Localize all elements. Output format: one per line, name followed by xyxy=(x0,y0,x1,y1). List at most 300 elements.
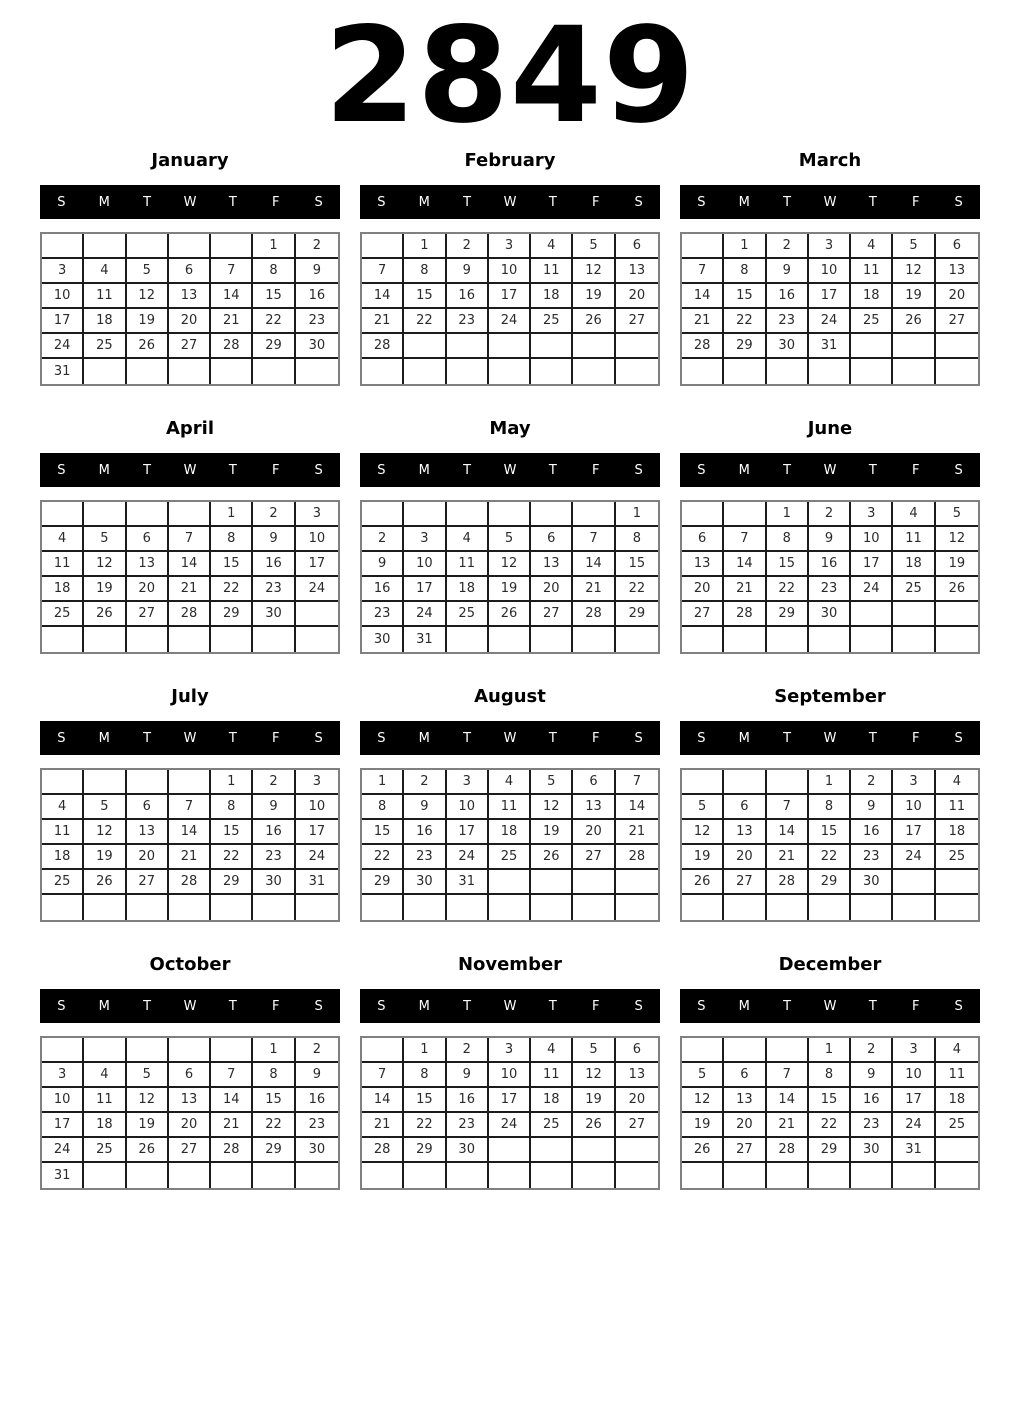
week-row xyxy=(682,527,978,552)
weekday-cell: F xyxy=(271,730,280,746)
day-cell: 11 xyxy=(84,284,126,309)
weekday-cell: S xyxy=(377,194,386,210)
weekday-header xyxy=(680,721,980,755)
day-cell: 18 xyxy=(936,1088,978,1113)
day-cell: 31 xyxy=(447,870,489,895)
day-cell: 28 xyxy=(724,602,766,627)
weekday-cell: F xyxy=(591,730,600,746)
day-cell: 17 xyxy=(489,284,531,309)
day-cell: 9 xyxy=(767,259,809,284)
day-grid xyxy=(360,1036,660,1190)
weekday-cell: S xyxy=(954,998,963,1014)
day-cell: 9 xyxy=(296,1063,338,1088)
day-cell: 21 xyxy=(169,577,211,602)
day-cell: 7 xyxy=(362,1063,404,1088)
week-row xyxy=(362,1163,658,1188)
day-cell: 26 xyxy=(573,309,615,334)
empty-day-cell xyxy=(724,1163,766,1188)
week-row xyxy=(362,770,658,795)
day-cell: 22 xyxy=(767,577,809,602)
day-cell: 18 xyxy=(42,845,84,870)
day-cell: 7 xyxy=(362,259,404,284)
day-cell: 28 xyxy=(169,602,211,627)
week-row xyxy=(362,527,658,552)
week-row xyxy=(362,284,658,309)
weekday-cell: W xyxy=(823,998,837,1014)
day-cell: 3 xyxy=(893,770,935,795)
day-cell: 17 xyxy=(42,309,84,334)
day-cell: 20 xyxy=(724,845,766,870)
day-cell: 15 xyxy=(616,552,658,577)
empty-day-cell xyxy=(169,234,211,259)
day-cell: 19 xyxy=(682,1113,724,1138)
day-cell: 26 xyxy=(84,602,126,627)
day-cell: 28 xyxy=(767,1138,809,1163)
week-row xyxy=(362,602,658,627)
week-row xyxy=(42,820,338,845)
weekday-cell: F xyxy=(271,194,280,210)
day-cell: 4 xyxy=(936,1038,978,1063)
weekday-cell: S xyxy=(57,730,66,746)
day-cell: 18 xyxy=(851,284,893,309)
weekday-cell: T xyxy=(463,462,472,478)
day-cell: 13 xyxy=(724,820,766,845)
empty-day-cell xyxy=(211,895,253,920)
day-grid xyxy=(40,500,340,654)
month xyxy=(680,948,980,1190)
day-cell: 13 xyxy=(616,1063,658,1088)
weekday-header xyxy=(680,185,980,219)
day-cell: 11 xyxy=(851,259,893,284)
day-cell: 24 xyxy=(42,1138,84,1163)
week-row xyxy=(362,552,658,577)
day-cell: 17 xyxy=(489,1088,531,1113)
weekday-cell: W xyxy=(503,462,517,478)
day-cell: 24 xyxy=(809,309,851,334)
day-cell: 14 xyxy=(211,284,253,309)
month-title: June xyxy=(807,418,853,439)
day-cell: 4 xyxy=(84,1063,126,1088)
week-row xyxy=(42,552,338,577)
day-cell: 6 xyxy=(127,527,169,552)
day-cell: 16 xyxy=(447,284,489,309)
day-cell: 15 xyxy=(724,284,766,309)
day-cell: 2 xyxy=(809,502,851,527)
day-cell: 24 xyxy=(489,309,531,334)
day-cell: 14 xyxy=(211,1088,253,1113)
day-cell: 4 xyxy=(531,1038,573,1063)
day-cell: 6 xyxy=(169,259,211,284)
day-cell: 26 xyxy=(489,602,531,627)
day-grid xyxy=(680,1036,980,1190)
week-row xyxy=(362,1113,658,1138)
empty-day-cell xyxy=(211,1163,253,1188)
day-cell: 25 xyxy=(936,845,978,870)
day-cell: 9 xyxy=(296,259,338,284)
day-cell: 17 xyxy=(42,1113,84,1138)
empty-day-cell xyxy=(724,1038,766,1063)
month-title: July xyxy=(171,686,209,707)
day-cell: 13 xyxy=(169,284,211,309)
day-cell: 1 xyxy=(404,1038,446,1063)
weekday-header xyxy=(360,989,660,1023)
weekday-cell: T xyxy=(868,730,877,746)
day-cell: 12 xyxy=(682,1088,724,1113)
empty-day-cell xyxy=(404,1163,446,1188)
day-cell: 27 xyxy=(616,309,658,334)
day-cell: 29 xyxy=(211,870,253,895)
week-row xyxy=(682,1063,978,1088)
empty-day-cell xyxy=(127,1163,169,1188)
day-cell: 19 xyxy=(127,309,169,334)
day-cell: 19 xyxy=(127,1113,169,1138)
day-cell: 8 xyxy=(362,795,404,820)
day-cell: 3 xyxy=(809,234,851,259)
month-title: August xyxy=(474,686,546,707)
empty-day-cell xyxy=(296,602,338,627)
day-cell: 3 xyxy=(851,502,893,527)
day-cell: 18 xyxy=(84,309,126,334)
empty-day-cell xyxy=(404,359,446,384)
day-cell: 6 xyxy=(616,1038,658,1063)
day-cell: 23 xyxy=(809,577,851,602)
week-row xyxy=(42,770,338,795)
weekday-cell: S xyxy=(697,998,706,1014)
empty-day-cell xyxy=(724,359,766,384)
weekday-cell: T xyxy=(228,194,237,210)
empty-day-cell xyxy=(42,895,84,920)
day-cell: 26 xyxy=(531,845,573,870)
day-cell: 12 xyxy=(531,795,573,820)
empty-day-cell xyxy=(767,1038,809,1063)
day-cell: 14 xyxy=(724,552,766,577)
weekday-cell: S xyxy=(697,730,706,746)
day-cell: 8 xyxy=(253,259,295,284)
week-row xyxy=(682,284,978,309)
weekday-cell: W xyxy=(503,194,517,210)
weekday-cell: M xyxy=(98,998,110,1014)
day-cell: 16 xyxy=(447,1088,489,1113)
day-cell: 20 xyxy=(169,1113,211,1138)
week-row xyxy=(42,259,338,284)
year-title: 2849 xyxy=(324,0,696,153)
weekday-cell: W xyxy=(183,998,197,1014)
month-title: January xyxy=(151,150,229,171)
empty-day-cell xyxy=(127,502,169,527)
day-cell: 10 xyxy=(404,552,446,577)
day-cell: 8 xyxy=(253,1063,295,1088)
day-cell: 10 xyxy=(42,284,84,309)
weekday-cell: S xyxy=(634,462,643,478)
day-cell: 30 xyxy=(362,627,404,652)
day-cell: 14 xyxy=(573,552,615,577)
weekday-cell: M xyxy=(418,194,430,210)
empty-day-cell xyxy=(573,627,615,652)
week-row xyxy=(682,577,978,602)
week-row xyxy=(362,1138,658,1163)
empty-day-cell xyxy=(682,1163,724,1188)
day-cell: 24 xyxy=(893,1113,935,1138)
day-cell: 4 xyxy=(936,770,978,795)
week-row xyxy=(682,334,978,359)
empty-day-cell xyxy=(936,895,978,920)
day-cell: 28 xyxy=(362,1138,404,1163)
day-cell: 27 xyxy=(127,870,169,895)
day-cell: 30 xyxy=(253,602,295,627)
day-cell: 7 xyxy=(211,1063,253,1088)
empty-day-cell xyxy=(809,895,851,920)
empty-day-cell xyxy=(573,1163,615,1188)
day-cell: 13 xyxy=(936,259,978,284)
day-cell: 15 xyxy=(211,820,253,845)
empty-day-cell xyxy=(851,334,893,359)
empty-day-cell xyxy=(211,1038,253,1063)
day-cell: 3 xyxy=(42,259,84,284)
day-cell: 5 xyxy=(573,234,615,259)
day-cell: 30 xyxy=(851,870,893,895)
empty-day-cell xyxy=(851,602,893,627)
week-row xyxy=(682,359,978,384)
week-row xyxy=(682,1038,978,1063)
empty-day-cell xyxy=(531,895,573,920)
empty-day-cell xyxy=(851,627,893,652)
empty-day-cell xyxy=(573,870,615,895)
day-cell: 28 xyxy=(573,602,615,627)
day-cell: 4 xyxy=(489,770,531,795)
day-cell: 8 xyxy=(404,259,446,284)
day-cell: 29 xyxy=(362,870,404,895)
empty-day-cell xyxy=(531,1138,573,1163)
day-cell: 20 xyxy=(127,577,169,602)
empty-day-cell xyxy=(84,895,126,920)
day-cell: 1 xyxy=(767,502,809,527)
empty-day-cell xyxy=(936,1138,978,1163)
empty-day-cell xyxy=(42,627,84,652)
empty-day-cell xyxy=(489,359,531,384)
day-cell: 5 xyxy=(489,527,531,552)
day-cell: 29 xyxy=(616,602,658,627)
day-cell: 3 xyxy=(489,1038,531,1063)
day-cell: 27 xyxy=(169,1138,211,1163)
month xyxy=(680,412,980,654)
month xyxy=(40,948,340,1190)
day-cell: 28 xyxy=(211,334,253,359)
day-cell: 2 xyxy=(296,1038,338,1063)
week-row xyxy=(362,234,658,259)
week-row xyxy=(682,820,978,845)
day-cell: 3 xyxy=(489,234,531,259)
day-cell: 3 xyxy=(42,1063,84,1088)
day-cell: 8 xyxy=(724,259,766,284)
day-cell: 22 xyxy=(404,309,446,334)
day-cell: 31 xyxy=(296,870,338,895)
day-cell: 5 xyxy=(84,795,126,820)
day-cell: 9 xyxy=(447,1063,489,1088)
day-cell: 2 xyxy=(447,234,489,259)
empty-day-cell xyxy=(936,1163,978,1188)
empty-day-cell xyxy=(767,627,809,652)
weekday-cell: S xyxy=(697,462,706,478)
empty-day-cell xyxy=(447,502,489,527)
day-cell: 4 xyxy=(42,527,84,552)
day-cell: 7 xyxy=(169,527,211,552)
day-cell: 2 xyxy=(851,770,893,795)
weekday-header xyxy=(360,721,660,755)
day-cell: 2 xyxy=(767,234,809,259)
day-cell: 23 xyxy=(253,577,295,602)
week-row xyxy=(362,627,658,652)
week-row xyxy=(682,234,978,259)
day-cell: 23 xyxy=(447,309,489,334)
empty-day-cell xyxy=(404,334,446,359)
empty-day-cell xyxy=(211,359,253,384)
day-cell: 21 xyxy=(767,1113,809,1138)
day-cell: 19 xyxy=(682,845,724,870)
week-row xyxy=(362,502,658,527)
day-cell: 12 xyxy=(84,820,126,845)
weekday-cell: T xyxy=(548,462,557,478)
day-cell: 24 xyxy=(296,845,338,870)
weekday-header xyxy=(680,989,980,1023)
weekday-cell: W xyxy=(823,194,837,210)
day-cell: 7 xyxy=(767,1063,809,1088)
day-cell: 18 xyxy=(531,284,573,309)
empty-day-cell xyxy=(169,1163,211,1188)
day-cell: 22 xyxy=(809,845,851,870)
day-cell: 15 xyxy=(253,284,295,309)
weekday-cell: S xyxy=(377,730,386,746)
day-cell: 23 xyxy=(851,845,893,870)
day-cell: 27 xyxy=(724,1138,766,1163)
day-cell: 2 xyxy=(851,1038,893,1063)
weekday-cell: S xyxy=(634,998,643,1014)
day-cell: 10 xyxy=(893,795,935,820)
empty-day-cell xyxy=(489,502,531,527)
day-cell: 7 xyxy=(724,527,766,552)
day-cell: 21 xyxy=(682,309,724,334)
week-row xyxy=(42,1113,338,1138)
day-cell: 18 xyxy=(489,820,531,845)
day-cell: 26 xyxy=(936,577,978,602)
empty-day-cell xyxy=(682,502,724,527)
day-cell: 10 xyxy=(851,527,893,552)
empty-day-cell xyxy=(84,234,126,259)
day-cell: 13 xyxy=(127,820,169,845)
day-cell: 16 xyxy=(767,284,809,309)
empty-day-cell xyxy=(682,359,724,384)
day-cell: 9 xyxy=(447,259,489,284)
weekday-cell: F xyxy=(591,998,600,1014)
empty-day-cell xyxy=(893,602,935,627)
day-cell: 2 xyxy=(447,1038,489,1063)
day-cell: 20 xyxy=(531,577,573,602)
empty-day-cell xyxy=(127,627,169,652)
day-grid xyxy=(680,500,980,654)
weekday-header xyxy=(680,453,980,487)
empty-day-cell xyxy=(296,627,338,652)
month-title: October xyxy=(149,954,231,975)
month-title: December xyxy=(778,954,882,975)
empty-day-cell xyxy=(936,334,978,359)
weekday-cell: F xyxy=(591,462,600,478)
empty-day-cell xyxy=(724,895,766,920)
day-cell: 4 xyxy=(531,234,573,259)
day-cell: 26 xyxy=(682,870,724,895)
weekday-cell: M xyxy=(738,194,750,210)
empty-day-cell xyxy=(169,1038,211,1063)
day-cell: 27 xyxy=(531,602,573,627)
week-row xyxy=(42,1163,338,1188)
day-cell: 30 xyxy=(447,1138,489,1163)
week-row xyxy=(362,1063,658,1088)
day-cell: 1 xyxy=(211,502,253,527)
day-cell: 14 xyxy=(169,552,211,577)
week-row xyxy=(362,309,658,334)
weekday-header xyxy=(40,185,340,219)
day-cell: 20 xyxy=(724,1113,766,1138)
empty-day-cell xyxy=(296,1163,338,1188)
day-cell: 8 xyxy=(809,795,851,820)
week-row xyxy=(42,627,338,652)
weekday-cell: T xyxy=(783,462,792,478)
day-cell: 14 xyxy=(616,795,658,820)
day-cell: 5 xyxy=(573,1038,615,1063)
day-cell: 17 xyxy=(851,552,893,577)
day-cell: 22 xyxy=(253,309,295,334)
day-cell: 8 xyxy=(809,1063,851,1088)
day-cell: 16 xyxy=(851,1088,893,1113)
day-cell: 6 xyxy=(682,527,724,552)
month-title: February xyxy=(464,150,556,171)
day-cell: 6 xyxy=(936,234,978,259)
day-cell: 25 xyxy=(42,870,84,895)
day-cell: 6 xyxy=(724,1063,766,1088)
day-cell: 8 xyxy=(616,527,658,552)
day-cell: 1 xyxy=(616,502,658,527)
day-cell: 9 xyxy=(253,527,295,552)
empty-day-cell xyxy=(84,359,126,384)
day-grid xyxy=(40,768,340,922)
day-cell: 24 xyxy=(489,1113,531,1138)
day-cell: 26 xyxy=(573,1113,615,1138)
day-cell: 11 xyxy=(84,1088,126,1113)
week-row xyxy=(362,1038,658,1063)
empty-day-cell xyxy=(616,895,658,920)
empty-day-cell xyxy=(489,870,531,895)
month-title: November xyxy=(457,954,563,975)
day-cell: 3 xyxy=(447,770,489,795)
day-cell: 20 xyxy=(169,309,211,334)
day-cell: 4 xyxy=(893,502,935,527)
day-cell: 19 xyxy=(531,820,573,845)
empty-day-cell xyxy=(362,1163,404,1188)
empty-day-cell xyxy=(447,334,489,359)
day-cell: 21 xyxy=(362,309,404,334)
day-cell: 4 xyxy=(42,795,84,820)
day-cell: 29 xyxy=(253,334,295,359)
empty-day-cell xyxy=(489,1163,531,1188)
weekday-cell: T xyxy=(143,730,152,746)
day-cell: 15 xyxy=(404,1088,446,1113)
week-row xyxy=(682,1113,978,1138)
empty-day-cell xyxy=(362,359,404,384)
empty-day-cell xyxy=(253,1163,295,1188)
weekday-cell: W xyxy=(503,730,517,746)
day-cell: 10 xyxy=(489,259,531,284)
week-row xyxy=(682,1138,978,1163)
weekday-cell: S xyxy=(57,462,66,478)
day-cell: 11 xyxy=(447,552,489,577)
